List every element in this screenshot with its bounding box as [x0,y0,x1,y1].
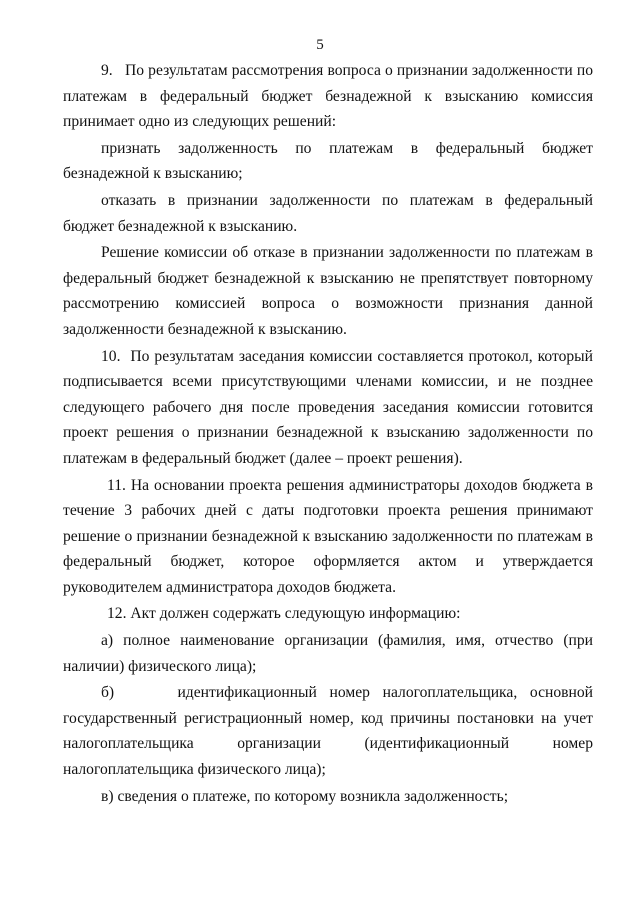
paragraph-10: 10. По результатам заседания комиссии составляется протокол, который подписывается всеми присутствующими членами комиссии, и не позднее следующего рабочего дня после проведения заседания комиссии готовится проект решения о признании безнадежной к взысканию задолженности по платежам в федеральный бюджет (далее – проект решения). [63,347,593,467]
paragraph-12-v: в) сведения о платеже, по которому возникла задолженность; [101,787,509,805]
document-body [63,58,593,810]
paragraph-12-b: б) идентификационный номер налогоплательщика, основной государственный регистрационный номер, код причины постановки на учет налогоплательщика организации (идентификационный номер налогоплательщика физического лица); [63,684,593,779]
page-number: 5 [316,37,324,53]
paragraph-9: 9. По результатам рассмотрения вопроса о признании задолженности по платежам в федеральный бюджет безнадежной к взысканию комиссия принимает одно из следующих решений: [63,62,593,131]
paragraph-12-a: а) полное наименование организации (фамилия, имя, отчество (при наличии) физического лица); [63,632,593,675]
paragraph-decision-refuse: отказать в признании задолженности по платежам в федеральный бюджет безнадежной к взысканию. [63,191,593,235]
paragraph-refusal-note: Решение комиссии об отказе в признании задолженности по платежам в федеральный бюджет безнадежной к взысканию не препятствует повторному рассмотрению комиссией вопроса о возможности признания данной задолженности безнадежной к взысканию. [63,244,593,338]
paragraph-decision-accept: признать задолженность по платежам в федеральный бюджет безнадежной к взысканию; [63,139,593,183]
paragraph-12: 12. Акт должен содержать следующую информацию: [107,605,461,623]
paragraph-11: 11. На основании проекта решения администраторы доходов бюджета в течение 3 рабочих дней с даты подготовки проекта решения принимают решение о признании безнадежной к взысканию задолженности по платежам в федеральный бюджет, которое оформляется актом и утверждается руководителем администратора доходов бюджета. [63,476,593,596]
